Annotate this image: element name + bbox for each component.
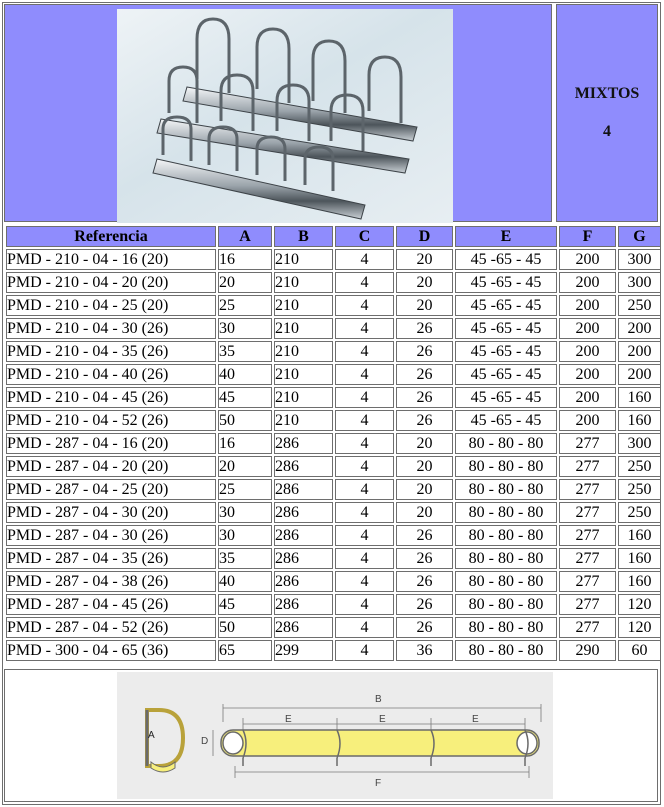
- cell-c: 4: [335, 594, 394, 615]
- table-row: [6, 387, 661, 408]
- cell-g: 300: [618, 249, 661, 270]
- cell-c: 4: [335, 617, 394, 638]
- cell-c: 4: [335, 341, 394, 362]
- ring-spine: [221, 730, 539, 766]
- cell-f: 277: [559, 502, 616, 523]
- cell-g: 250: [618, 502, 661, 523]
- cell-b: 210: [274, 272, 333, 293]
- cell-c: 4: [335, 410, 394, 431]
- cell-c: 4: [335, 525, 394, 546]
- cell-b: 210: [274, 364, 333, 385]
- cell-e: 80 - 80 - 80: [455, 617, 557, 638]
- cell-a: 35: [218, 341, 272, 362]
- table-row: [6, 272, 661, 293]
- cell-g: 160: [618, 410, 661, 431]
- cell-d: 20: [396, 456, 453, 477]
- cell-a: 65: [218, 640, 272, 661]
- cell-g: 300: [618, 433, 661, 454]
- cell-referencia: PMD - 287 - 04 - 30 (20): [6, 502, 216, 523]
- cell-f: 277: [559, 594, 616, 615]
- dimension-diagram-panel: [4, 669, 658, 802]
- table-row: [6, 410, 661, 431]
- cell-referencia: PMD - 210 - 04 - 20 (20): [6, 272, 216, 293]
- cell-d: 26: [396, 341, 453, 362]
- cell-a: 30: [218, 318, 272, 339]
- cell-b: 286: [274, 502, 333, 523]
- cell-d: 26: [396, 548, 453, 569]
- column-header-f: F: [559, 226, 616, 247]
- series-name: MIXTOS: [574, 85, 640, 102]
- cell-referencia: PMD - 287 - 04 - 30 (26): [6, 525, 216, 546]
- ring-count: 4: [603, 123, 611, 140]
- cell-b: 210: [274, 341, 333, 362]
- cell-b: 210: [274, 318, 333, 339]
- dimension-label-e: E: [285, 714, 292, 725]
- table-row: [6, 456, 661, 477]
- table-row: [6, 341, 661, 362]
- cell-b: 286: [274, 433, 333, 454]
- cell-f: 200: [559, 410, 616, 431]
- cell-e: 80 - 80 - 80: [455, 433, 557, 454]
- cell-d: 20: [396, 249, 453, 270]
- cell-d: 26: [396, 594, 453, 615]
- cell-b: 286: [274, 594, 333, 615]
- cell-d: 26: [396, 387, 453, 408]
- cell-g: 160: [618, 525, 661, 546]
- cell-d: 26: [396, 364, 453, 385]
- cell-referencia: PMD - 287 - 04 - 38 (26): [6, 571, 216, 592]
- cell-f: 277: [559, 571, 616, 592]
- dimension-label-f: F: [375, 778, 382, 789]
- column-header-referencia: Referencia: [6, 226, 216, 247]
- cell-f: 200: [559, 364, 616, 385]
- cell-f: 200: [559, 341, 616, 362]
- cell-g: 200: [618, 341, 661, 362]
- cell-a: 20: [218, 272, 272, 293]
- table-row: [6, 502, 661, 523]
- cell-referencia: PMD - 210 - 04 - 52 (26): [6, 410, 216, 431]
- cell-e: 80 - 80 - 80: [455, 548, 557, 569]
- cell-b: 210: [274, 387, 333, 408]
- cell-d: 20: [396, 272, 453, 293]
- cell-referencia: PMD - 287 - 04 - 45 (26): [6, 594, 216, 615]
- cell-referencia: PMD - 210 - 04 - 25 (20): [6, 295, 216, 316]
- cell-b: 210: [274, 410, 333, 431]
- cell-g: 160: [618, 548, 661, 569]
- dimension-f: [235, 766, 529, 789]
- cell-e: 80 - 80 - 80: [455, 525, 557, 546]
- cell-d: 26: [396, 318, 453, 339]
- cell-b: 286: [274, 456, 333, 477]
- cell-f: 290: [559, 640, 616, 661]
- cell-c: 4: [335, 502, 394, 523]
- ring-mechanism-photo: [117, 9, 453, 223]
- series-header: [556, 4, 658, 222]
- cell-b: 210: [274, 249, 333, 270]
- cell-b: 210: [274, 295, 333, 316]
- cell-e: 80 - 80 - 80: [455, 502, 557, 523]
- cell-a: 20: [218, 456, 272, 477]
- cell-e: 45 -65 - 45: [455, 364, 557, 385]
- cell-f: 200: [559, 387, 616, 408]
- cell-referencia: PMD - 300 - 04 - 65 (36): [6, 640, 216, 661]
- cell-a: 45: [218, 387, 272, 408]
- cell-e: 45 -65 - 45: [455, 410, 557, 431]
- cell-a: 25: [218, 479, 272, 500]
- cell-b: 286: [274, 617, 333, 638]
- cell-e: 45 -65 - 45: [455, 295, 557, 316]
- cell-f: 200: [559, 295, 616, 316]
- cell-e: 80 - 80 - 80: [455, 456, 557, 477]
- cell-c: 4: [335, 433, 394, 454]
- cell-d: 26: [396, 617, 453, 638]
- cell-b: 286: [274, 525, 333, 546]
- cell-b: 286: [274, 479, 333, 500]
- cell-referencia: PMD - 287 - 04 - 25 (20): [6, 479, 216, 500]
- cell-e: 80 - 80 - 80: [455, 640, 557, 661]
- table-row: [6, 479, 661, 500]
- cell-d: 26: [396, 571, 453, 592]
- cell-referencia: PMD - 210 - 04 - 40 (26): [6, 364, 216, 385]
- cell-c: 4: [335, 272, 394, 293]
- cell-c: 4: [335, 249, 394, 270]
- cell-c: 4: [335, 479, 394, 500]
- table-row: [6, 249, 661, 270]
- cell-a: 16: [218, 249, 272, 270]
- cell-a: 35: [218, 548, 272, 569]
- dimension-label-e: E: [379, 714, 386, 725]
- cell-f: 200: [559, 249, 616, 270]
- cell-b: 286: [274, 548, 333, 569]
- dimension-diagram: [117, 672, 553, 799]
- table-row: [6, 594, 661, 615]
- table-row: [6, 318, 661, 339]
- column-header-b: B: [274, 226, 333, 247]
- cell-f: 277: [559, 456, 616, 477]
- cell-referencia: PMD - 287 - 04 - 35 (26): [6, 548, 216, 569]
- cell-d: 36: [396, 640, 453, 661]
- cell-a: 16: [218, 433, 272, 454]
- table-row: [6, 640, 661, 661]
- cell-referencia: PMD - 287 - 04 - 52 (26): [6, 617, 216, 638]
- cell-c: 4: [335, 318, 394, 339]
- cell-referencia: PMD - 287 - 04 - 16 (20): [6, 433, 216, 454]
- cell-f: 277: [559, 433, 616, 454]
- cell-g: 200: [618, 318, 661, 339]
- cell-d: 20: [396, 295, 453, 316]
- cell-c: 4: [335, 364, 394, 385]
- column-header-a: A: [218, 226, 272, 247]
- cell-e: 45 -65 - 45: [455, 272, 557, 293]
- table-body: [6, 249, 661, 661]
- table-row: [6, 525, 661, 546]
- cell-referencia: PMD - 287 - 04 - 20 (20): [6, 456, 216, 477]
- cell-g: 60: [618, 640, 661, 661]
- table-row: [6, 617, 661, 638]
- cell-e: 80 - 80 - 80: [455, 594, 557, 615]
- cell-f: 277: [559, 525, 616, 546]
- cell-g: 250: [618, 479, 661, 500]
- cell-f: 200: [559, 318, 616, 339]
- cell-e: 45 -65 - 45: [455, 318, 557, 339]
- cell-g: 300: [618, 272, 661, 293]
- cell-g: 160: [618, 571, 661, 592]
- table-header-row: [6, 226, 661, 247]
- ring-mechanism-illustration: [117, 9, 453, 223]
- cell-a: 45: [218, 594, 272, 615]
- cell-c: 4: [335, 640, 394, 661]
- cell-c: 4: [335, 456, 394, 477]
- product-photo-panel: [4, 4, 552, 222]
- cell-g: 120: [618, 594, 661, 615]
- cell-e: 80 - 80 - 80: [455, 479, 557, 500]
- cell-a: 30: [218, 502, 272, 523]
- table-row: [6, 364, 661, 385]
- cell-referencia: PMD - 210 - 04 - 35 (26): [6, 341, 216, 362]
- specification-table: [4, 224, 663, 663]
- table-row: [6, 433, 661, 454]
- cell-referencia: PMD - 210 - 04 - 16 (20): [6, 249, 216, 270]
- cell-d: 20: [396, 479, 453, 500]
- back-ring-bar: [183, 19, 417, 141]
- cell-d: 20: [396, 433, 453, 454]
- cell-a: 30: [218, 525, 272, 546]
- cell-e: 45 -65 - 45: [455, 341, 557, 362]
- cell-a: 40: [218, 571, 272, 592]
- cell-b: 299: [274, 640, 333, 661]
- dimension-label-b: B: [375, 694, 382, 705]
- cell-d: 26: [396, 410, 453, 431]
- cell-referencia: PMD - 210 - 04 - 30 (26): [6, 318, 216, 339]
- cell-c: 4: [335, 548, 394, 569]
- column-header-g: G: [618, 226, 661, 247]
- dimension-diagram-drawing: [117, 672, 553, 799]
- cell-a: 25: [218, 295, 272, 316]
- dimension-label-d: D: [201, 736, 209, 747]
- cell-e: 80 - 80 - 80: [455, 571, 557, 592]
- dimension-label-a: A: [148, 730, 155, 741]
- cell-a: 50: [218, 617, 272, 638]
- cell-f: 200: [559, 272, 616, 293]
- cell-referencia: PMD - 210 - 04 - 45 (26): [6, 387, 216, 408]
- cell-g: 200: [618, 364, 661, 385]
- cell-d: 26: [396, 525, 453, 546]
- column-header-d: D: [396, 226, 453, 247]
- cell-e: 45 -65 - 45: [455, 387, 557, 408]
- cell-e: 45 -65 - 45: [455, 249, 557, 270]
- cell-d: 20: [396, 502, 453, 523]
- cell-b: 286: [274, 571, 333, 592]
- cell-f: 277: [559, 617, 616, 638]
- dimension-e: [243, 714, 525, 730]
- column-header-e: E: [455, 226, 557, 247]
- cell-c: 4: [335, 571, 394, 592]
- table-row: [6, 571, 661, 592]
- cell-g: 160: [618, 387, 661, 408]
- ring-side-view: [147, 710, 183, 772]
- dimension-label-e: E: [472, 714, 479, 725]
- cell-c: 4: [335, 387, 394, 408]
- table-row: [6, 295, 661, 316]
- cell-f: 277: [559, 479, 616, 500]
- cell-g: 120: [618, 617, 661, 638]
- cell-g: 250: [618, 456, 661, 477]
- cell-a: 50: [218, 410, 272, 431]
- column-header-c: C: [335, 226, 394, 247]
- table-row: [6, 548, 661, 569]
- cell-c: 4: [335, 295, 394, 316]
- cell-a: 40: [218, 364, 272, 385]
- cell-f: 277: [559, 548, 616, 569]
- cell-g: 250: [618, 295, 661, 316]
